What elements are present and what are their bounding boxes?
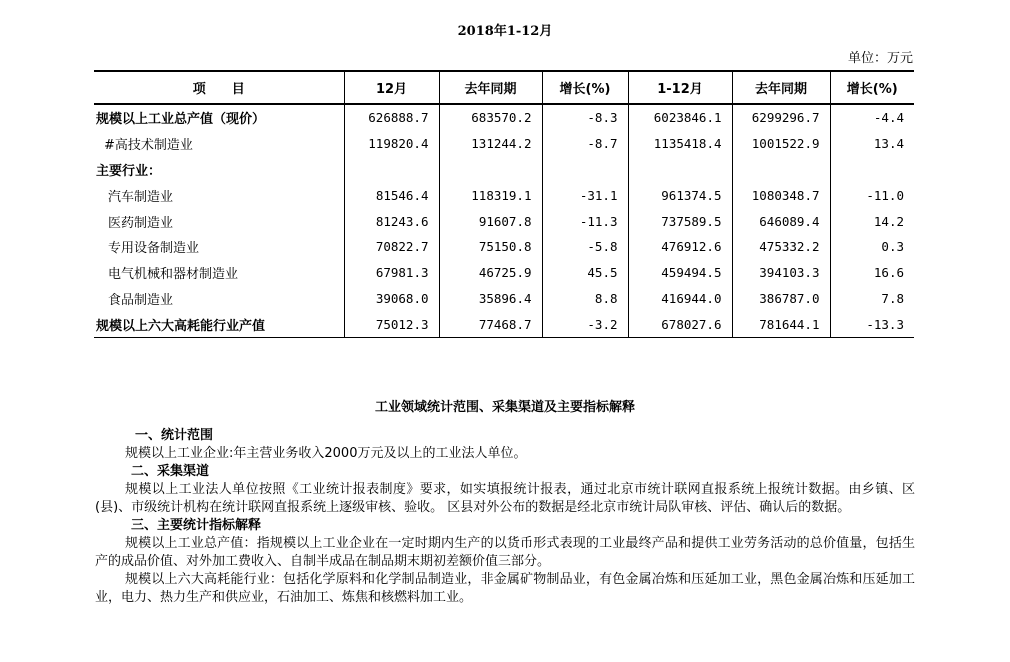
cell-ytd-prev: 781644.1 xyxy=(732,311,830,337)
cell-ytd: 961374.5 xyxy=(628,182,732,208)
cell-ytd-prev: 1080348.7 xyxy=(732,182,830,208)
cell-ytd-prev: 386787.0 xyxy=(732,286,830,312)
section-text-energy-definition: 规模以上六大高耗能行业：包括化学原料和化学制品制造业，非金属矿物制品业，有色金属冶炼和压延加工业，黑色金属冶炼和压延加工业，电力、热力生产和供应业，石油加工、炼焦和核燃料加工业。 xyxy=(95,572,915,605)
table-row xyxy=(94,104,914,131)
cell-ytd-growth: 0.3 xyxy=(830,234,914,260)
col-header-month-growth: 增长(%) xyxy=(542,71,628,104)
cell-month-growth: -8.3 xyxy=(542,104,628,131)
table-row xyxy=(94,208,914,234)
cell-ytd: 678027.6 xyxy=(628,311,732,337)
table-row xyxy=(94,234,914,260)
cell-ytd-growth: -11.0 xyxy=(830,182,914,208)
cell-month-prev: 131244.2 xyxy=(439,131,542,157)
cell-ytd-prev: 6299296.7 xyxy=(732,104,830,131)
col-header-item: 项 目 xyxy=(94,71,344,104)
section-text-output-definition: 规模以上工业总产值：指规模以上工业企业在一定时期内生产的以货币形式表现的工业最终产品和提供工业劳务活动的总价值量，包括生产的成品价值、对外加工费收入、自制半成品在制品期末期初差额价值三部分。 xyxy=(95,536,915,569)
cell-ytd-growth: -4.4 xyxy=(830,104,914,131)
cell-ytd-growth: 16.6 xyxy=(830,260,914,286)
table-row xyxy=(94,131,914,157)
cell-ytd: 459494.5 xyxy=(628,260,732,286)
cell-ytd-growth: 7.8 xyxy=(830,286,914,312)
cell-month-prev: 75150.8 xyxy=(439,234,542,260)
col-header-month: 12月 xyxy=(344,71,439,104)
cell-ytd-prev xyxy=(732,157,830,183)
row-label: 规模以上六大高耗能行业产值 xyxy=(94,311,344,337)
cell-month: 75012.3 xyxy=(344,311,439,337)
row-label: 电气机械和器材制造业 xyxy=(108,267,239,283)
cell-month-prev: 91607.8 xyxy=(439,208,542,234)
notes-title: 工业领域统计范围、采集渠道及主要指标解释 xyxy=(374,400,635,415)
section-heading-indicators: 三、主要统计指标解释 xyxy=(131,518,262,533)
cell-ytd: 1135418.4 xyxy=(628,131,732,157)
col-header-ytd: 1-12月 xyxy=(628,71,732,104)
cell-month-growth: 45.5 xyxy=(542,260,628,286)
cell-month-growth: -31.1 xyxy=(542,182,628,208)
row-label: 专用设备制造业 xyxy=(108,241,200,257)
cell-month-growth: -8.7 xyxy=(542,131,628,157)
cell-ytd-growth: 13.4 xyxy=(830,131,914,157)
table-row xyxy=(94,260,914,286)
row-label: 医药制造业 xyxy=(108,215,174,231)
cell-month-prev xyxy=(439,157,542,183)
cell-month-prev: 77468.7 xyxy=(439,311,542,337)
cell-month-prev: 35896.4 xyxy=(439,286,542,312)
cell-month-growth xyxy=(542,157,628,183)
table-header-row xyxy=(94,71,914,104)
cell-month: 119820.4 xyxy=(344,131,439,157)
col-header-ytd-prev-year: 去年同期 xyxy=(732,71,830,104)
table-row xyxy=(94,182,914,208)
table-row xyxy=(94,157,914,183)
cell-month-growth: 8.8 xyxy=(542,286,628,312)
industrial-output-table xyxy=(94,70,914,338)
cell-ytd xyxy=(628,157,732,183)
cell-ytd-growth: -13.3 xyxy=(830,311,914,337)
cell-ytd-growth: 14.2 xyxy=(830,208,914,234)
cell-month-growth: -5.8 xyxy=(542,234,628,260)
cell-ytd: 476912.6 xyxy=(628,234,732,260)
section-text-scope: 规模以上工业企业:年主营业务收入2000万元及以上的工业法人单位。 xyxy=(125,446,527,461)
row-label: #高技术制造业 xyxy=(104,138,193,154)
cell-ytd: 6023846.1 xyxy=(628,104,732,131)
cell-ytd-prev: 646089.4 xyxy=(732,208,830,234)
cell-month-growth: -3.2 xyxy=(542,311,628,337)
report-period: 2018年1-12月 xyxy=(457,24,553,39)
cell-ytd-prev: 475332.2 xyxy=(732,234,830,260)
cell-month xyxy=(344,157,439,183)
cell-month: 70822.7 xyxy=(344,234,439,260)
cell-ytd-prev: 394103.3 xyxy=(732,260,830,286)
table-row xyxy=(94,311,914,337)
cell-month-prev: 46725.9 xyxy=(439,260,542,286)
cell-ytd-growth xyxy=(830,157,914,183)
col-header-ytd-growth: 增长(%) xyxy=(830,71,914,104)
cell-ytd-prev: 1001522.9 xyxy=(732,131,830,157)
row-label: 食品制造业 xyxy=(108,292,174,308)
row-label: 主要行业： xyxy=(96,163,162,179)
section-text-channel: 规模以上工业法人单位按照《工业统计报表制度》要求，如实填报统计报表，通过北京市统计联网直报系统上报统计数据。由乡镇、区(县)、市级统计机构在统计联网直报系统上逐级审核、验收。 区县对外公布的数据是经北京市统计局队审核、评估、确认后的数据。 xyxy=(95,482,915,515)
cell-ytd: 737589.5 xyxy=(628,208,732,234)
row-label: 规模以上工业总产值（现价） xyxy=(96,112,266,128)
section-heading-scope: 一、统计范围 xyxy=(135,428,214,443)
cell-month: 81546.4 xyxy=(344,182,439,208)
row-label: 汽车制造业 xyxy=(108,189,174,205)
cell-month: 67981.3 xyxy=(344,260,439,286)
cell-month-growth: -11.3 xyxy=(542,208,628,234)
unit-label: 单位：万元 xyxy=(847,51,913,66)
col-header-month-prev-year: 去年同期 xyxy=(439,71,542,104)
cell-month: 626888.7 xyxy=(344,104,439,131)
cell-month-prev: 683570.2 xyxy=(439,104,542,131)
notes-section xyxy=(95,427,915,607)
cell-month: 39068.0 xyxy=(344,286,439,312)
section-heading-channel: 二、采集渠道 xyxy=(131,464,210,479)
cell-month: 81243.6 xyxy=(344,208,439,234)
cell-month-prev: 118319.1 xyxy=(439,182,542,208)
table-row xyxy=(94,286,914,312)
cell-ytd: 416944.0 xyxy=(628,286,732,312)
